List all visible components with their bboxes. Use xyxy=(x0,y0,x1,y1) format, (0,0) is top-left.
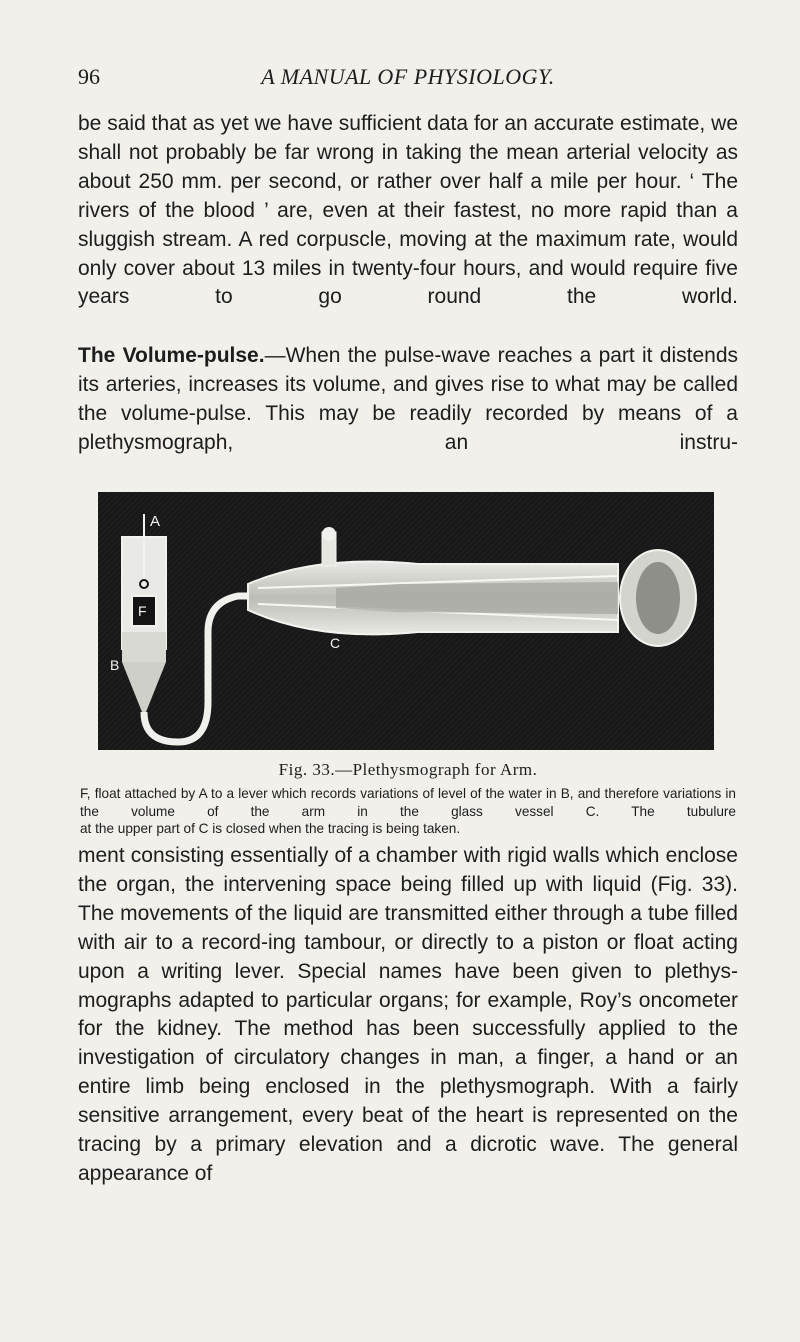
label-b: B xyxy=(110,657,120,673)
running-title: A MANUAL OF PHYSIOLOGY. xyxy=(261,64,555,89)
paragraph-velocity: be said that as yet we have sufficient data for an accurate estimate, we shall not probably be far wrong in taking the mean arterial velocity as about 250 mm. per second, or rather over half a mile per hour. ‘ The rivers of the blood ’ are, even at their fastest, no more rapid than a sluggish stream. A red corpuscle, moving at the maximum rate, would only cover about 13 miles in twenty-four hours, and would require five years to go round the world. xyxy=(78,112,738,309)
figure-caption-line-1: F, float attached by A to a lever which records variations of level of the water in B, and therefore variations in the volume of the arm in the glass vessel C. The tubulure xyxy=(80,786,736,819)
section-heading-volume-pulse: The Volume-pulse. xyxy=(78,344,265,367)
paragraph-volume-pulse xyxy=(78,342,738,458)
label-a: A xyxy=(150,513,161,530)
figure-caption-line-2: at the upper part of C is closed when the tracing is being taken. xyxy=(80,821,461,837)
page-header xyxy=(78,64,738,94)
figure-plethysmograph xyxy=(98,492,714,750)
paragraph-volume-pulse-text: —When the pulse-wave reaches a part it distends its arteries, increases its volume, and gives rise to what may be called the volume-pulse. This may be readily recorded by means of a plethysmograph, an instru- xyxy=(78,344,739,454)
figure-caption-body xyxy=(80,785,736,838)
paragraph-plethysmograph: ment consisting essentially of a chamber with rigid walls which enclose the organ, the intervening space being filled up with liquid (Fig. 33). The movements of the liquid are transmitted either through a tube filled with air to a record-ing tambour, or directly to a piston or float acting upon a writing lever. Special names have been given to plethys-mographs adapted to particular organs; for example, Roy’s oncometer for the kidney. The method has been successfully applied to the investigation of circulatory changes in man, a finger, a hand or an entire limb being enclosed in the plethysmograph. With a fairly sensitive arrangement, every beat of the heart is represented on the tracing by a primary elevation and a dicrotic wave. The general appearance of xyxy=(78,844,738,1185)
figure-caption-title: Fig. 33.—Plethysmograph for Arm. xyxy=(278,760,538,779)
arm-shape xyxy=(336,582,618,614)
plethysmograph-illustration xyxy=(98,492,714,750)
label-c: C xyxy=(330,635,341,651)
label-f: F xyxy=(138,603,147,619)
page-number: 96 xyxy=(78,64,100,89)
